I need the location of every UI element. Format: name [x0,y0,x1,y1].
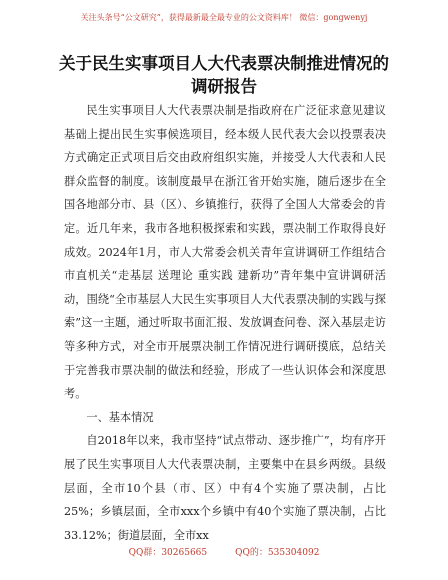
document-body [64,99,386,547]
qq-group-text: QQ群：30265665 [128,548,208,558]
section-1-paragraph: 自2018年以来，我市坚持“试点带动、逐步推广”，均有序开展了民生实事项目人大代表票决制，主要集中在县乡两级。县级层面，全市10个县（市、区）中有4个实施了票决制，占比25%；乡镇层面，全市xxx个乡镇中有40个实施了票决制，占比33.12%；街道层面，全市xx [64,434,386,542]
section-heading-basic-situation: 一、基本情况 [86,410,154,424]
promo-banner: 关注头条号“公文研究”，获得最新最全最专业的公文资料库！ 微信：gongwenyj [80,13,368,22]
intro-paragraph: 民生实事项目人大代表票决制是指政府在广泛征求意见建议基础上提出民生实事候选项目，经本级人民代表大会以投票表决方式确定正式项目后交由政府组织实施，并接受人大代表和人民群众监督的制度。该制度最早在浙江省开始实施，随后逐步在全国各地部分市、县（区）、乡镇推行，获得了全国人大常委会的肯定。近几年来，我市各地积极探索和实践，票决制工作取得良好成效。2024年1月，市人大常委会机关青年宣讲调研工作组结合市直机关“走基层 送理论 重实践 建新功”青年集中宣讲调研活动，围绕“全市基层人大民生实事项目人大代表票决制的实践与探索”这一主题，通过听取书面汇报、发放调查问卷、深入基层走访等多种方式，对全市开展票决制工作情况进行调研摸底，总结关于完善我市票决制的做法和经验，形成了一些认识体会和深度思考。 [64,104,386,401]
qq-text: QQ的：535304092 [235,548,320,558]
footer-contact [0,545,448,558]
title-line-2: 调研报告 [191,77,257,96]
document-title [40,52,408,98]
title-line-1: 关于民生实事项目人大代表票决制推进情况的 [59,54,389,73]
